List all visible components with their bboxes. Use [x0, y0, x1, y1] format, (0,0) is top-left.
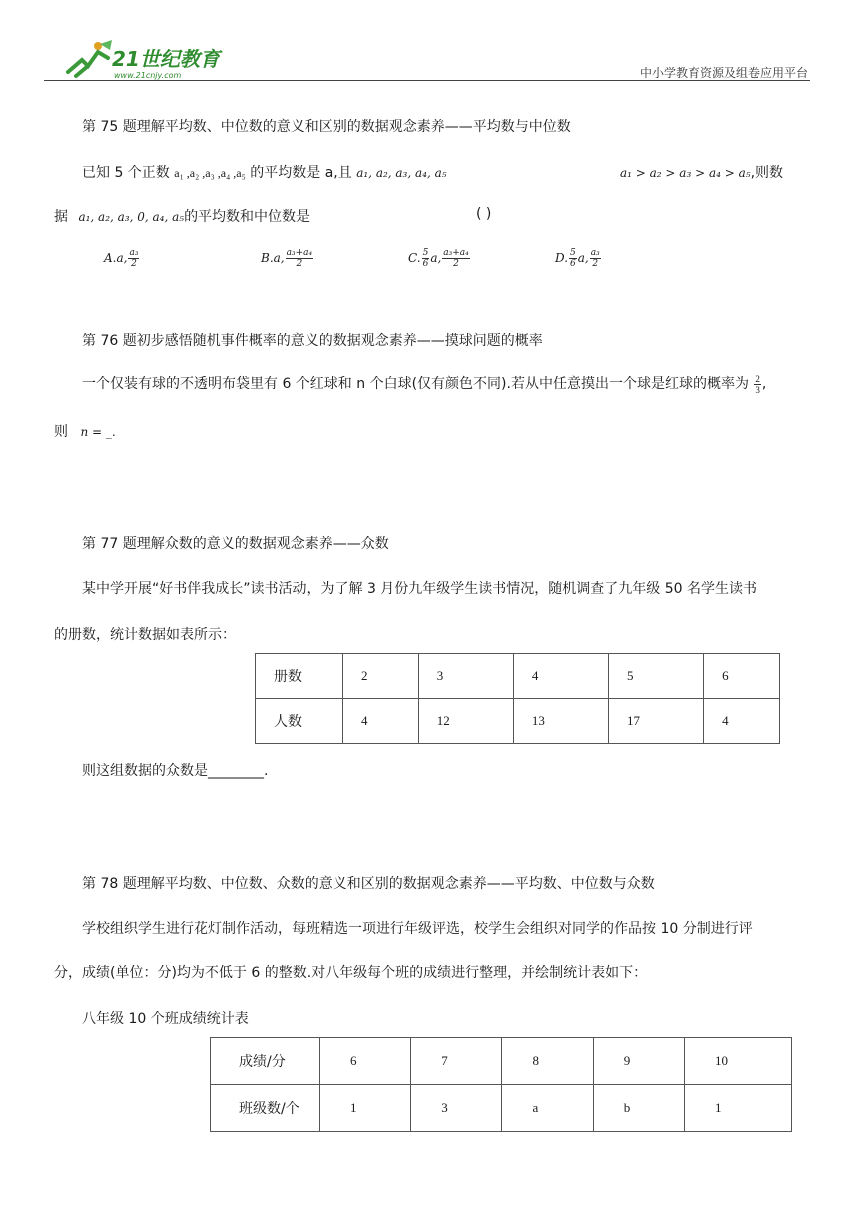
q78-title: 第 78 题理解平均数、中位数、众数的意义和区别的数据观念素养——平均数、中位数与众数 [82, 876, 655, 892]
table-row [211, 1085, 792, 1132]
q76-line2-a: 则 [54, 424, 68, 440]
option-a-label: A. [104, 251, 117, 265]
q75-option-d[interactable] [555, 248, 602, 269]
q75-option-b[interactable] [261, 248, 314, 269]
table-cell: 4 [513, 654, 608, 699]
table-row [256, 699, 780, 744]
q76-line2 [54, 421, 116, 441]
table-cell: 17 [609, 699, 704, 744]
option-b-text: a, [273, 251, 285, 265]
q78-table-title: 八年级 10 个班成绩统计表 [82, 1011, 249, 1027]
logo-text: 21世纪教育 [112, 47, 220, 71]
option-a-fraction: $\frac{\text{a₃}}{2}$ [129, 248, 139, 269]
q77-line1: 某中学开展“好书伴我成长”读书活动，为了解 3 月份九年级学生读书情况，随机调查了九年级 50 名学生读书 [82, 581, 758, 597]
table-cell: 12 [418, 699, 513, 744]
table-cell: 13 [513, 699, 608, 744]
q75-line2-b: 的平均数和中位数是 [184, 209, 311, 225]
option-c-fraction: $\frac{\text{a₃+a₄}}{2}$ [443, 248, 469, 269]
table-cell: 人数 [256, 699, 343, 744]
q75-line1-b: 的平均数是 a,且 [250, 165, 352, 181]
table-cell: 8 [502, 1038, 593, 1085]
table-cell: 4 [343, 699, 419, 744]
table-cell: 7 [411, 1038, 502, 1085]
option-b-label: B. [261, 251, 274, 265]
q77-line2: 的册数，统计数据如表所示： [54, 627, 236, 643]
q78-table [210, 1037, 792, 1132]
table-cell: 9 [593, 1038, 684, 1085]
logo-url: www.21cnjy.com [114, 71, 182, 80]
table-row [256, 654, 780, 699]
q75-line1-right [620, 162, 783, 182]
runner-icon [68, 40, 112, 76]
header-divider [44, 80, 810, 81]
table-cell: b [593, 1085, 684, 1132]
q76-probability-fraction: $\frac{2}{3}$ [755, 373, 760, 395]
q78-line1: 学校组织学生进行花灯制作活动，每班精选一项进行年级评选，校学生会组织对同学的作品按 10 分制进行评 [82, 921, 753, 937]
table-cell: 班级数/个 [211, 1085, 320, 1132]
option-d-coef: $\frac{5}{6}$ [570, 248, 576, 269]
site-logo [58, 36, 238, 82]
q75-line2-a: 据 [54, 209, 68, 225]
option-b-fraction: $\frac{\text{a₃+a₄}}{2}$ [286, 248, 313, 269]
q75-inequality: a₁ > a₂ > a₃ > a₄ > a₅ [620, 166, 751, 180]
q75-answer-paren: ( ) [476, 206, 492, 222]
header-platform-name: 中小学教育资源及组卷应用平台 [639, 66, 808, 80]
q75-line1-c: ,则数 [750, 165, 784, 181]
table-cell: 1 [320, 1085, 411, 1132]
table-row [211, 1038, 792, 1085]
table-cell: 册数 [256, 654, 343, 699]
q75-option-a[interactable] [104, 248, 140, 269]
table-cell: 2 [343, 654, 419, 699]
table-cell: 成绩/分 [211, 1038, 320, 1085]
q76-line1-text: 一个仅装有球的不透明布袋里有 6 个红球和 n 个白球(仅有颜色不同).若从中任意摸出一个球是红球的概率为 [82, 376, 749, 392]
table-cell: 4 [704, 699, 780, 744]
q75-line2 [54, 206, 310, 226]
option-a-text: a, [116, 251, 128, 265]
table-cell: 3 [411, 1085, 502, 1132]
q75-title: 第 75 题理解平均数、中位数的意义和区别的数据观念素养——平均数与中位数 [82, 119, 571, 135]
option-c-label: C. [408, 251, 421, 265]
q76-line2-math: n = _. [80, 425, 116, 439]
q75-line1 [82, 162, 447, 182]
table-cell: 10 [684, 1038, 791, 1085]
q76-line1-end: , [761, 376, 767, 392]
option-c-coef: $\frac{5}{6}$ [422, 248, 429, 269]
table-cell: 5 [609, 654, 704, 699]
q75-line1-math: a₁, a₂, a₃, a₄, a₅ [356, 166, 447, 180]
option-d-text: a, [577, 251, 589, 265]
table-cell: 3 [418, 654, 513, 699]
table-cell: 6 [704, 654, 780, 699]
q77-after: 则这组数据的众数是________. [82, 763, 269, 779]
q77-table [255, 653, 780, 744]
q78-line2: 分，成绩(单位：分)均为不低于 6 的整数.对八年级每个班的成绩进行整理，并绘制统计表如下： [54, 965, 648, 981]
option-d-label: D. [555, 251, 569, 265]
q75-line1-a: 已知 5 个正数 [82, 165, 170, 181]
table-cell: 6 [320, 1038, 411, 1085]
table-cell: 1 [684, 1085, 791, 1132]
option-d-fraction: $\frac{\text{a₃}}{2}$ [590, 248, 600, 269]
q77-title: 第 77 题理解众数的意义的数据观念素养——众数 [82, 536, 389, 552]
option-c-text: a, [430, 251, 442, 265]
table-cell: a [502, 1085, 593, 1132]
q75-line1-vars: a₁ ,a₂ ,a₃ ,a₄ ,a₅ [174, 166, 246, 180]
q75-option-c[interactable] [408, 248, 471, 269]
q75-line2-math: a₁, a₂, a₃, 0, a₄, a₅ [78, 210, 185, 224]
q76-title: 第 76 题初步感悟随机事件概率的意义的数据观念素养——摸球问题的概率 [82, 333, 543, 349]
q76-line1 [82, 373, 766, 395]
